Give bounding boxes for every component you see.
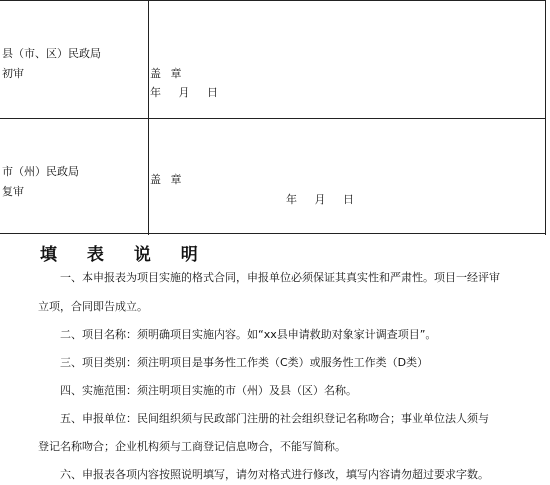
instructions-title: 填 表 说 明 — [40, 245, 210, 265]
instruction-paragraph: 二、项目名称：须明确项目实施内容。如“xx县申请救助对象家计调查项目”。 — [60, 328, 437, 341]
table-right-border — [545, 119, 546, 235]
county-approval-row — [0, 1, 546, 119]
review-stage: 初审 — [2, 67, 24, 80]
review-stage: 复审 — [2, 185, 24, 198]
approval-table — [0, 0, 546, 234]
date-label: 年 月 日 — [150, 86, 218, 99]
seal-label: 盖 章 — [150, 67, 185, 80]
date-label: 年 月 日 — [286, 193, 354, 206]
city-approval-row — [0, 119, 546, 235]
column-divider — [148, 119, 149, 235]
table-right-border — [545, 1, 546, 118]
org-name: 县（市、区）民政局 — [2, 47, 101, 60]
org-name: 市（州）民政局 — [2, 165, 79, 178]
instruction-paragraph: 五、申报单位：民间组织须与民政部门注册的社会组织登记名称吻合；事业单位法人须与 — [60, 412, 489, 425]
seal-label: 盖 章 — [150, 173, 185, 186]
instruction-paragraph: 一、本申报表为项目实施的格式合同，申报单位必须保证其真实性和严肃性。项目一经评审 — [60, 271, 500, 284]
instruction-paragraph: 立项，合同即告成立。 — [38, 300, 148, 313]
instruction-paragraph: 三、项目类别：须注明项目是事务性工作类（C类）或服务性工作类（D类） — [60, 356, 429, 369]
instruction-paragraph: 六、申报表各项内容按照说明填写，请勿对格式进行修改，填写内容请勿超过要求字数。 — [60, 468, 489, 481]
column-divider — [148, 1, 149, 118]
instruction-paragraph: 四、实施范围：须注明项目实施的市（州）及县（区）名称。 — [60, 384, 357, 397]
instruction-paragraph: 登记名称吻合；企业机构须与工商登记信息吻合，不能写简称。 — [38, 440, 346, 453]
